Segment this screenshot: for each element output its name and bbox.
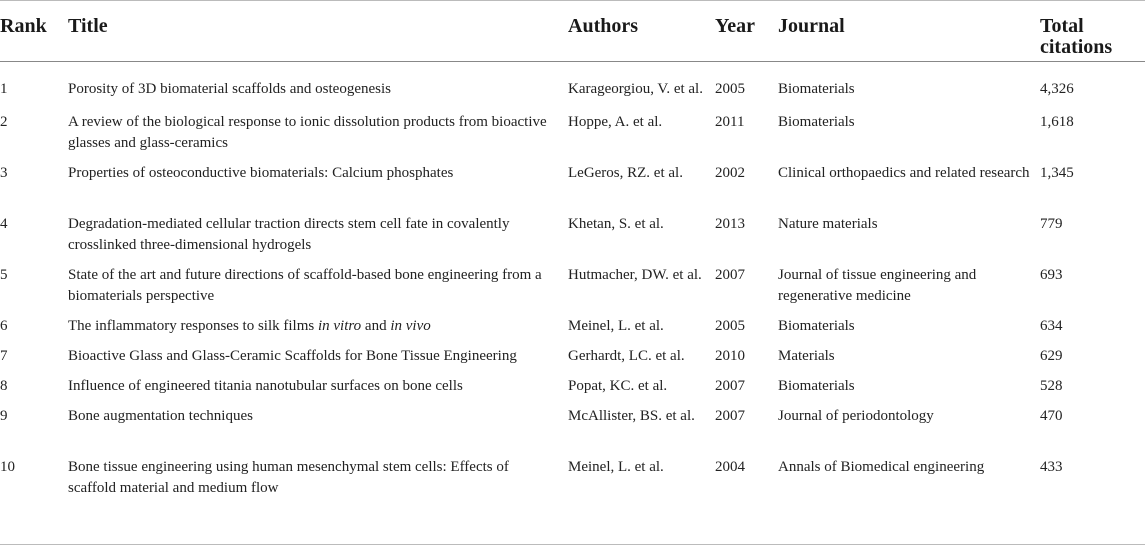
header-rank: Rank: [0, 15, 47, 37]
title-italic-text: in vivo: [390, 318, 431, 334]
authors-cell: Hoppe, A. et al.: [568, 114, 663, 130]
header-year: Year: [715, 15, 755, 37]
top-rule: [0, 0, 1145, 1]
rank-cell: 8: [0, 378, 8, 394]
title-cell: Bioactive Glass and Glass-Ceramic Scaffolds for Bone Tissue Engineering: [68, 348, 517, 364]
year-cell: 2007: [715, 267, 745, 283]
citations-cell: 4,326: [1040, 80, 1074, 97]
citations-cell: 1,618: [1040, 114, 1074, 130]
header-row: [0, 0, 1145, 61]
authors-cell: Hutmacher, DW. et al.: [568, 267, 702, 283]
title-cell: State of the art and future directions of scaffold-based bone engineering from a biomaterials perspective: [68, 267, 542, 304]
table-row: [0, 112, 1145, 163]
title-text: The inflammatory responses to silk films: [68, 318, 318, 334]
rank-cell: 4: [0, 216, 8, 232]
rank-cell: 7: [0, 348, 8, 364]
year-cell: 2007: [715, 408, 745, 424]
rank-cell: 9: [0, 408, 8, 424]
year-cell: 2013: [715, 216, 745, 232]
journal-cell: Biomaterials: [778, 318, 855, 334]
table-row: [0, 316, 1145, 346]
table-row: [0, 346, 1145, 376]
table-row: [0, 376, 1145, 406]
title-cell: Influence of engineered titania nanotubular surfaces on bone cells: [68, 378, 463, 394]
year-cell: 2010: [715, 348, 745, 364]
journal-cell: Biomaterials: [778, 80, 855, 97]
citations-cell: 693: [1040, 267, 1063, 283]
authors-cell: Meinel, L. et al.: [568, 459, 664, 475]
year-cell: 2005: [715, 318, 745, 334]
citations-cell: 634: [1040, 318, 1063, 334]
authors-cell: Meinel, L. et al.: [568, 318, 664, 334]
citations-cell: 433: [1040, 459, 1063, 475]
bottom-rule: [0, 544, 1145, 545]
journal-cell: Biomaterials: [778, 378, 855, 394]
title-cell: Degradation-mediated cellular traction directs stem cell fate in covalently crosslinked three-dimensional hydrogels: [68, 216, 510, 253]
table-row: [0, 214, 1145, 265]
header-journal: Journal: [778, 15, 845, 37]
citations-cell: 779: [1040, 216, 1063, 232]
rank-cell: 3: [0, 165, 8, 181]
journal-cell: Clinical orthopaedics and related research: [778, 165, 1030, 181]
authors-cell: Karageorgiou, V. et al.: [568, 80, 703, 97]
authors-cell: Popat, KC. et al.: [568, 378, 668, 394]
citations-cell: 470: [1040, 408, 1063, 424]
rank-cell: 5: [0, 267, 8, 283]
journal-cell: Journal of periodontology: [778, 408, 934, 424]
journal-cell: Journal of tissue engineering and regenerative medicine: [778, 267, 977, 304]
year-cell: 2011: [715, 114, 745, 130]
table-row: [0, 457, 1145, 505]
citations-cell: 629: [1040, 348, 1063, 364]
title-cell: A review of the biological response to ionic dissolution products from bioactive glasses and glass-ceramics: [68, 114, 547, 151]
citations-cell: 1,345: [1040, 165, 1074, 181]
header-title: Title: [68, 15, 108, 37]
header-authors: Authors: [568, 15, 639, 37]
title-cell: Bone augmentation techniques: [68, 408, 253, 424]
title-text: and: [361, 318, 391, 334]
year-cell: 2004: [715, 459, 745, 475]
title-cell: [68, 316, 568, 346]
rank-cell: 6: [0, 318, 8, 334]
authors-cell: Khetan, S. et al.: [568, 216, 664, 232]
table-body: [0, 61, 1145, 505]
journal-cell: Materials: [778, 348, 835, 364]
year-cell: 2007: [715, 378, 745, 394]
authors-cell: Gerhardt, LC. et al.: [568, 348, 685, 364]
title-cell: Porosity of 3D biomaterial scaffolds and osteogenesis: [68, 80, 391, 97]
journal-cell: Annals of Biomedical engineering: [778, 459, 985, 475]
table-header: [0, 0, 1145, 61]
year-cell: 2005: [715, 80, 745, 97]
authors-cell: McAllister, BS. et al.: [568, 408, 695, 424]
rank-cell: 10: [0, 459, 15, 475]
rank-cell: 1: [0, 80, 8, 97]
table-row: [0, 163, 1145, 214]
table-row: [0, 265, 1145, 316]
title-cell: Properties of osteoconductive biomaterials: Calcium phosphates: [68, 165, 454, 181]
rank-cell: 2: [0, 114, 8, 130]
citations-cell: 528: [1040, 378, 1063, 394]
header-total-citations: Total citations: [1040, 15, 1113, 58]
title-italic-text: in vitro: [317, 318, 362, 334]
authors-cell: LeGeros, RZ. et al.: [568, 165, 683, 181]
table-row: [0, 406, 1145, 457]
table-row: [0, 61, 1145, 112]
year-cell: 2002: [715, 165, 745, 181]
journal-cell: Biomaterials: [778, 114, 855, 130]
title-cell: Bone tissue engineering using human mesenchymal stem cells: Effects of scaffold material and medium flow: [68, 459, 509, 496]
journal-cell: Nature materials: [778, 216, 878, 232]
